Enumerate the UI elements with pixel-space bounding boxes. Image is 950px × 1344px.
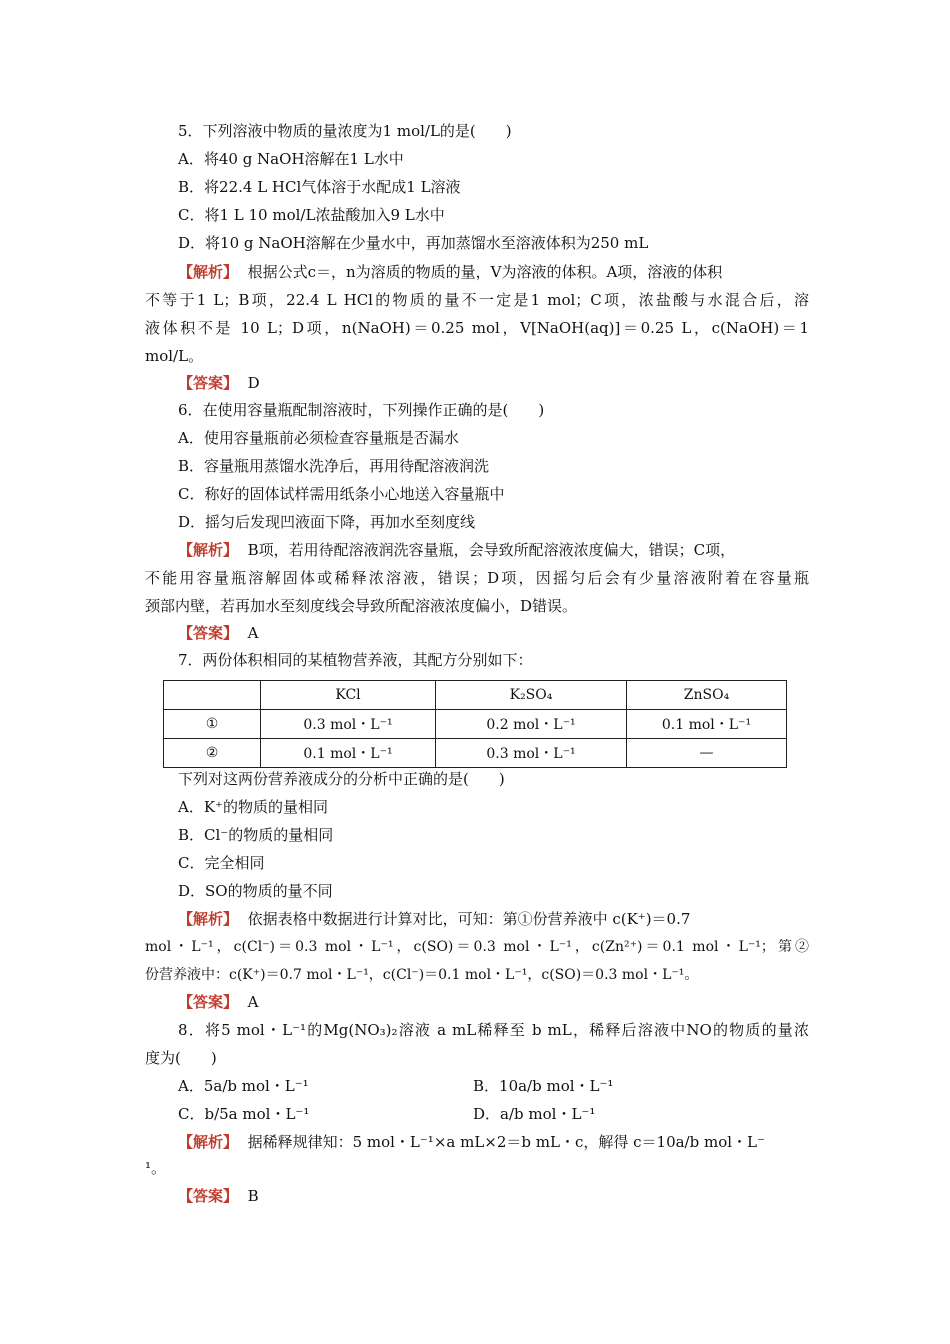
analysis-tag: 【解析】 [178,541,239,559]
q8-answer [178,1186,809,1206]
answer-tag: 【答案】 [178,1187,239,1205]
q8-answer-value: B [247,1187,259,1205]
q7-option-a: A．K⁺的物质的量相同 [178,798,328,816]
table-cell: 0.2 mol・L⁻¹ [436,710,627,739]
q5-option-d: D．将10 g NaOH溶解在少量水中，再加蒸馏水至溶液体积为250 mL [178,234,649,252]
q6-analysis-line-3: 颈部内壁，若再加水至刻度线会导致所配溶液浓度偏小，D错误。 [145,597,578,615]
table-cell: 0.1 mol・L⁻¹ [627,710,787,739]
q8-options-row-2 [178,1104,842,1124]
q5-option-c: C．将1 L 10 mol/L浓盐酸加入9 L水中 [178,206,445,224]
q6-stem: 6．在使用容量瓶配制溶液时，下列操作正确的是( ) [178,401,545,419]
q8-option-a: A．5a/b mol・L⁻¹ [178,1077,309,1095]
table-header-cell: ZnSO₄ [627,681,787,710]
q5-analysis-text-1: 根据公式c＝，n为溶质的物质的量，V为溶液的体积。A项，溶液的体积 [247,263,723,281]
table-header-cell: K₂SO₄ [436,681,627,710]
q8-option-c: C．b/5a mol・L⁻¹ [178,1105,310,1123]
q5-answer-value: D [247,374,260,392]
table-header-row [164,681,787,710]
q8-options-row-1 [178,1076,842,1096]
q7-analysis-text-1: 依据表格中数据进行计算对比，可知：第①份营养液中 c(K⁺)＝0.7 [247,910,691,928]
q6-answer [178,623,809,643]
q6-option-a: A．使用容量瓶前必须检查容量瓶是否漏水 [178,429,459,447]
q8-analysis-line-1 [178,1132,809,1152]
q8-option-b: B．10a/b mol・L⁻¹ [473,1077,614,1095]
q5-option-b: B．将22.4 L HCl气体溶于水配成1 L溶液 [178,178,461,196]
table-cell: 0.3 mol・L⁻¹ [436,739,627,768]
table-header-cell [164,681,261,710]
analysis-tag: 【解析】 [178,910,239,928]
q5-analysis-line-2: 不等于1 L；B项，22.4 L HCl的物质的量不一定是1 mol；C项，浓盐酸与水混合后，溶 [145,291,809,309]
q7-analysis-line-3: 份营养液中：c(K⁺)＝0.7 mol・L⁻¹，c(Cl⁻)＝0.1 mol・L⁻¹，c(SO)＝0.3 mol・L⁻¹。 [145,967,699,983]
answer-tag: 【答案】 [178,374,239,392]
answer-tag: 【答案】 [178,993,239,1011]
table-cell: 0.3 mol・L⁻¹ [261,710,436,739]
q5-answer [178,373,809,393]
answer-tag: 【答案】 [178,624,239,642]
q7-answer [178,992,809,1012]
table-row [164,710,787,739]
q5-option-a: A．将40 g NaOH溶解在1 L水中 [178,150,404,168]
nutrient-table [163,680,787,768]
q6-analysis-line-2: 不能用容量瓶溶解固体或稀释浓溶液，错误；D项，因摇匀后会有少量溶液附着在容量瓶 [145,569,809,587]
table-cell: ① [164,710,261,739]
q8-analysis-line-2: ¹。 [145,1159,167,1177]
q8-stem-line-1: 8．将5 mol・L⁻¹的Mg(NO₃)₂溶液 a mL稀释至 b mL，稀释后溶液中NO的物质的量浓 [178,1021,809,1039]
q8-stem-line-2: 度为( ) [145,1049,217,1067]
q7-analysis-line-2: mol・L⁻¹，c(Cl⁻)＝0.3 mol・L⁻¹，c(SO)＝0.3 mol・L⁻¹，c(Zn²⁺)＝0.1 mol・L⁻¹；第② [145,939,809,955]
q7-option-b: B．Cl⁻的物质的量相同 [178,826,334,844]
q5-stem: 5．下列溶液中物质的量浓度为1 mol/L的是( ) [178,122,512,140]
table-row [164,739,787,768]
q5-analysis-line-4: mol/L。 [145,347,204,365]
q8-analysis-text-1: 据稀释规律知：5 mol・L⁻¹×a mL×2＝b mL・c，解得 c＝10a/b mol・L⁻ [247,1133,765,1151]
q7-answer-value: A [247,993,259,1011]
q6-analysis-text-1: B项，若用待配溶液润洗容量瓶，会导致所配溶液浓度偏大，错误；C项， [247,541,736,559]
table-cell: 0.1 mol・L⁻¹ [261,739,436,768]
q6-answer-value: A [247,624,259,642]
q7-option-c: C．完全相同 [178,854,265,872]
q6-analysis-line-1 [178,540,809,560]
q6-option-c: C．称好的固体试样需用纸条小心地送入容量瓶中 [178,485,505,503]
q6-option-d: D．摇匀后发现凹液面下降，再加水至刻度线 [178,513,476,531]
q8-option-d: D．a/b mol・L⁻¹ [473,1105,596,1123]
analysis-tag: 【解析】 [178,1133,239,1151]
q6-option-b: B．容量瓶用蒸馏水洗净后，再用待配溶液润洗 [178,457,490,475]
q5-analysis-line-1 [178,262,809,282]
q5-analysis-line-3: 液体积不是 10 L；D项，n(NaOH)＝0.25 mol，V[NaOH(aq)]＝0.25 L，c(NaOH)＝1 [145,319,809,337]
table-cell: ② [164,739,261,768]
table-cell: — [627,739,787,768]
q7-option-d: D．SO的物质的量不同 [178,882,333,900]
q7-question: 下列对这两份营养液成分的分析中正确的是( ) [178,770,505,788]
analysis-tag: 【解析】 [178,263,239,281]
q7-analysis-line-1 [178,909,809,929]
table-header-cell: KCl [261,681,436,710]
q7-stem: 7．两份体积相同的某植物营养液，其配方分别如下： [178,651,533,669]
